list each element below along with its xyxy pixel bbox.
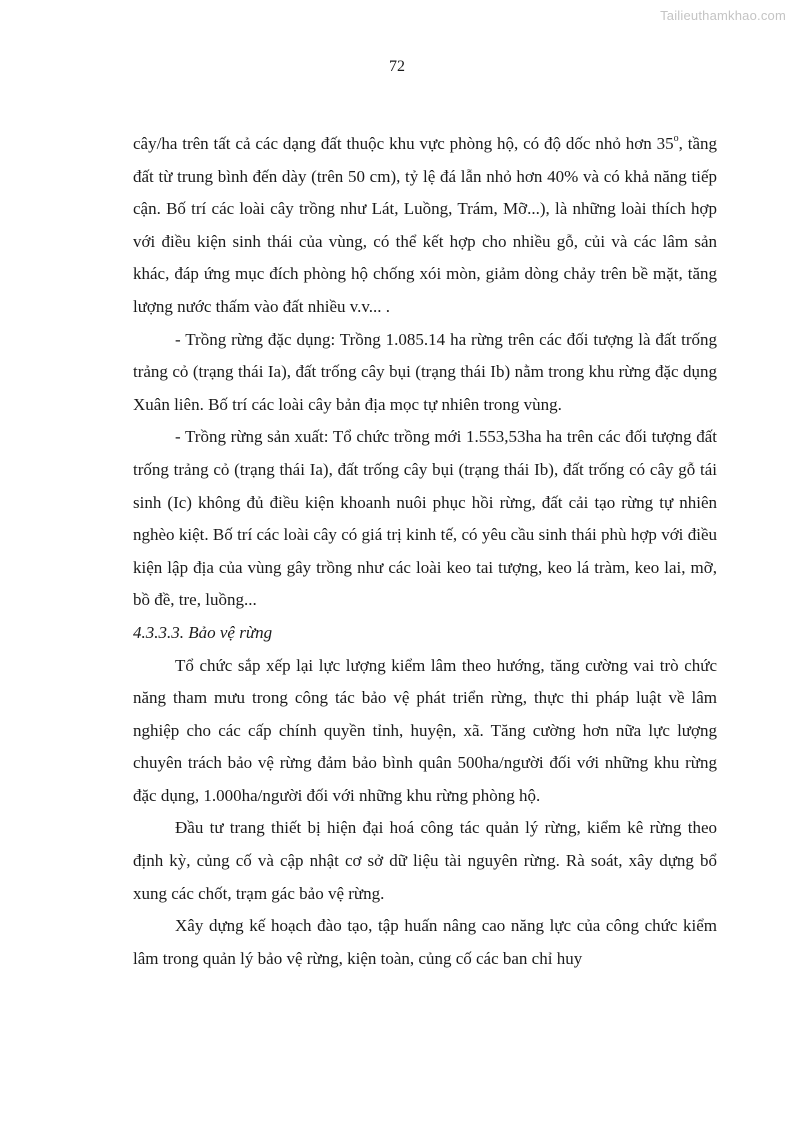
paragraph-production-forest: - Trồng rừng sản xuất: Tổ chức trồng mới 1.553,53ha ha trên các đối tượng đất trống trảng cỏ (trạng thái Ia), đất trống cây bụi (trạng thái Ib), đất trống có cây gỗ tái sinh (Ic) không đủ điều kiện khoanh nuôi phục hồi rừng, đất cải tạo rừng tự nhiên nghèo kiệt. Bố trí các loài cây có giá trị kinh tế, có yêu cầu sinh thái phù hợp với điều kiện lập địa của vùng gây trồng như các loài keo tai tượng, keo lá tràm, keo lai, mỡ, bồ đề, tre, luồng... <box>133 427 717 610</box>
paragraph-special-use-forest: - Trồng rừng đặc dụng: Trồng 1.085.14 ha rừng trên các đối tượng là đất trống trảng cỏ (trạng thái Ia), đất trống cây bụi (trạng thái Ib) nằm trong khu rừng đặc dụng Xuân liên. Bố trí các loài cây bản địa mọc tự nhiên trong vùng. <box>133 329 717 414</box>
paragraph-ranger-force: Tổ chức sắp xếp lại lực lượng kiểm lâm theo hướng, tăng cường vai trò chức năng tham mưu trong công tác bảo vệ phát triển rừng, thực thi pháp luật về lâm nghiệp cho các cấp chính quyền tỉnh, huyện, xã. Tăng cường hơn nữa lực lượng chuyên trách bảo vệ rừng đảm bảo bình quân 500ha/người đối với những khu rừng đặc dụng, 1.000ha/người đối với những khu rừng phòng hộ. <box>133 655 717 805</box>
watermark: Tailieuthamkhao.com <box>660 8 786 23</box>
degree-superscript: o <box>673 133 679 144</box>
paragraph-training-plan: Xây dựng kế hoạch đào tạo, tập huấn nâng cao năng lực của công chức kiểm lâm trong quản lý bảo vệ rừng, kiện toàn, củng cố các ban chỉ huy <box>133 916 717 968</box>
paragraph-text: , tầng đất từ trung bình đến dày (trên 50 cm), tỷ lệ đá lẫn nhỏ hơn 40% và có khả năng tiếp cận. Bố trí các loài cây trồng như Lát, Luồng, Trám, Mỡ...), là những loài thích hợp với điều kiện sinh thái của vùng, có thể kết hợp cho nhiều gỗ, củi và các lâm sản khác, đáp ứng mục đích phòng hộ chống xói mòn, giảm dòng chảy trên bề mặt, tăng lượng nước thấm vào đất nhiều v.v... . <box>133 134 717 316</box>
section-heading: 4.3.3.3. Bảo vệ rừng <box>133 622 273 642</box>
document-body <box>133 128 717 975</box>
paragraph-text: cây/ha trên tất cả các dạng đất thuộc khu vực phòng hộ, có độ dốc nhỏ hơn 35 <box>133 134 674 153</box>
paragraph-protection-planting <box>133 128 717 324</box>
paragraph-equipment-investment: Đầu tư trang thiết bị hiện đại hoá công tác quản lý rừng, kiểm kê rừng theo định kỳ, củng cố và cập nhật cơ sở dữ liệu tài nguyên rừng. Rà soát, xây dựng bổ xung các chốt, trạm gác bảo vệ rừng. <box>133 818 717 903</box>
page-number: 72 <box>389 58 405 75</box>
